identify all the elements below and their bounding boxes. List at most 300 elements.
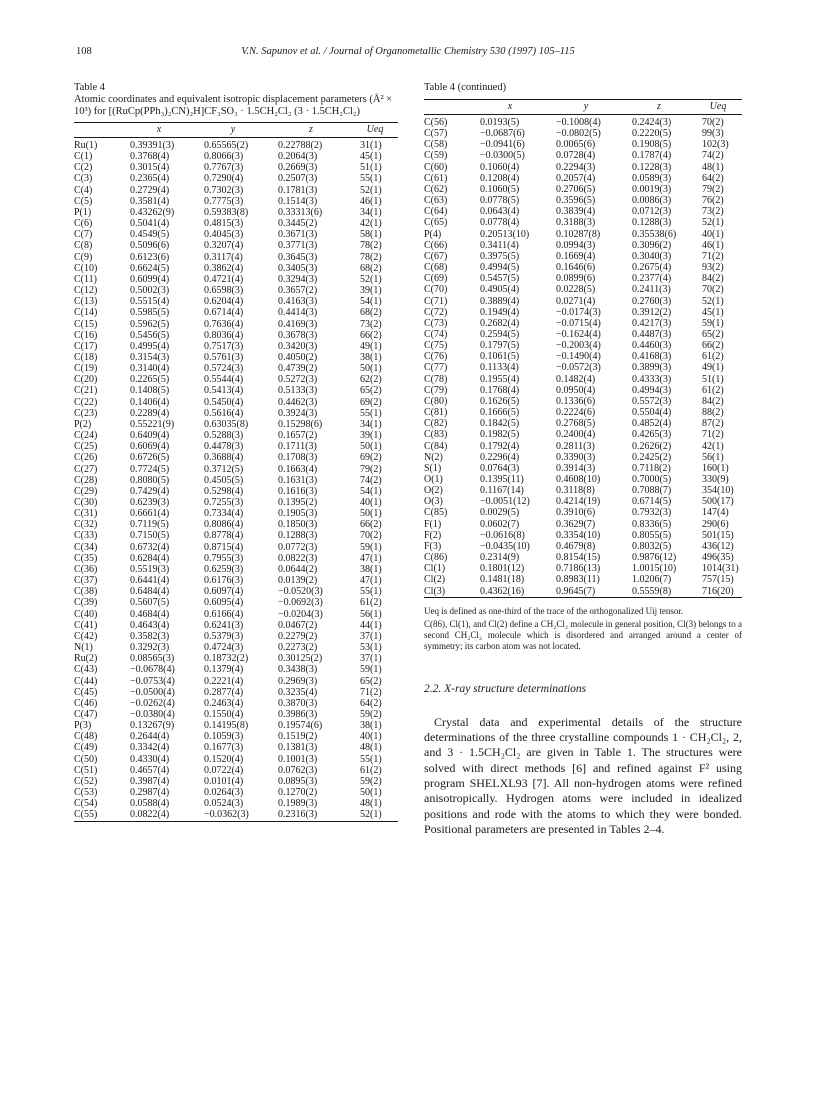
table-row: [74, 240, 398, 251]
z-value: 0.4994(3): [632, 384, 672, 396]
ueq-value: 73(2): [360, 318, 382, 330]
x-value: 0.08565(3): [130, 653, 175, 665]
x-value: 0.3987(4): [130, 775, 170, 787]
y-value: 0.7334(4): [204, 508, 244, 520]
z-value: 0.4333(3): [632, 373, 672, 385]
table-row: [74, 441, 398, 452]
page-header: [0, 46, 816, 60]
atom-label: C(77): [424, 362, 448, 374]
table-row: [424, 351, 742, 362]
atom-label: C(75): [424, 340, 448, 352]
atom-label: C(14): [74, 307, 98, 319]
z-value: 0.1270(2): [278, 787, 318, 799]
atom-label: C(84): [424, 440, 448, 452]
y-value: −0.2003(4): [556, 340, 601, 352]
atom-label: C(17): [74, 340, 98, 352]
z-value: 0.3671(3): [278, 229, 318, 241]
y-value: −0.0174(3): [556, 306, 601, 318]
atom-label: C(44): [74, 675, 98, 687]
atom-label: C(39): [74, 597, 98, 609]
y-value: 0.5288(3): [204, 430, 244, 442]
z-value: 0.3096(2): [632, 239, 672, 251]
z-value: 0.7088(7): [632, 485, 672, 497]
z-value: 0.1381(3): [278, 742, 318, 754]
table-row: [74, 508, 398, 519]
atom-label: C(51): [74, 764, 98, 776]
x-value: 0.0764(3): [480, 462, 520, 474]
x-value: 0.0602(7): [480, 518, 520, 530]
z-value: 0.3657(2): [278, 285, 318, 297]
table-row: [74, 252, 398, 263]
x-value: 0.3154(3): [130, 351, 170, 363]
x-value: 0.5962(5): [130, 318, 170, 330]
y-value: 0.59383(8): [204, 206, 249, 218]
table-row: [74, 486, 398, 497]
atom-label: C(21): [74, 385, 98, 397]
page-number: 108: [76, 46, 92, 57]
ueq-value: 59(2): [360, 775, 382, 787]
x-value: 0.7119(5): [130, 519, 169, 531]
y-value: 0.0950(4): [556, 384, 596, 396]
atom-label: C(86): [424, 552, 448, 564]
ueq-value: 50(1): [360, 441, 382, 453]
z-value: 0.0772(3): [278, 541, 318, 553]
table-row: [74, 653, 398, 664]
column-header: x: [156, 124, 162, 135]
z-value: 0.3899(3): [632, 362, 672, 374]
z-value: 0.1001(3): [278, 753, 318, 765]
atom-label: C(26): [74, 452, 98, 464]
y-value: −0.1490(4): [556, 351, 601, 363]
x-value: 0.1060(4): [480, 161, 520, 173]
ueq-value: 59(1): [360, 541, 382, 553]
ueq-value: 66(2): [360, 519, 382, 531]
atom-label: O(1): [424, 474, 443, 485]
x-value: 0.1626(5): [480, 395, 520, 407]
y-value: 0.3117(4): [204, 251, 243, 263]
table-row: [424, 541, 742, 552]
table-row: [424, 128, 742, 139]
atom-label: C(56): [424, 117, 448, 128]
z-value: 0.7932(3): [632, 507, 672, 519]
column-header: [424, 100, 472, 115]
atom-label: C(31): [74, 508, 98, 520]
y-value: 0.2877(4): [204, 686, 244, 698]
atom-label: Ru(2): [74, 653, 98, 665]
y-value: 0.3354(10): [556, 529, 601, 541]
table-row: [424, 115, 742, 129]
ueq-value: 61(2): [360, 764, 382, 776]
x-value: 0.6069(4): [130, 441, 170, 453]
x-value: 0.0643(4): [480, 206, 520, 218]
atom-label: C(42): [74, 630, 98, 642]
x-value: −0.0941(6): [480, 139, 525, 151]
ueq-value: 62(2): [360, 374, 382, 386]
z-value: 0.2220(5): [632, 128, 672, 140]
running-title: V.N. Sapunov et al. / Journal of Organometallic Chemistry 530 (1997) 105–115: [241, 46, 575, 57]
y-value: 0.8154(15): [556, 552, 601, 564]
table-row: [424, 586, 742, 598]
x-value: 0.4905(4): [480, 284, 520, 296]
table-row: [424, 485, 742, 496]
x-value: 0.0778(4): [480, 217, 520, 229]
y-value: 0.6714(4): [204, 307, 244, 319]
atom-label: F(2): [424, 529, 442, 541]
x-value: 0.5002(3): [130, 285, 170, 297]
x-value: 0.7150(5): [130, 530, 170, 542]
x-value: 0.1666(5): [480, 407, 520, 419]
x-value: 0.1768(4): [480, 384, 520, 396]
x-value: 0.6409(4): [130, 430, 170, 442]
z-value: 0.30125(2): [278, 653, 323, 665]
ueq-value: 79(2): [702, 183, 724, 195]
z-value: 0.1908(5): [632, 139, 672, 151]
atom-label: P(2): [74, 418, 92, 430]
z-value: 0.2507(3): [278, 173, 318, 185]
x-value: 0.55221(9): [130, 418, 175, 430]
column-header: Ueq: [366, 124, 384, 135]
table-row: [424, 340, 742, 351]
table-row: [74, 597, 398, 608]
left-column: [74, 82, 398, 822]
column-header: y: [583, 101, 589, 112]
table-caption: [424, 82, 742, 94]
ueq-value: 716(20): [702, 585, 734, 597]
y-value: 0.2400(4): [556, 429, 596, 441]
y-value: 0.4045(3): [204, 229, 244, 241]
table-row: [74, 452, 398, 463]
y-value: 0.0722(4): [204, 764, 244, 776]
x-value: 0.2296(4): [480, 451, 520, 463]
table-row: [74, 586, 398, 597]
z-value: 0.3924(3): [278, 407, 318, 419]
z-value: 0.3870(3): [278, 697, 318, 709]
table-row: [424, 574, 742, 585]
table-description: Atomic coordinates and equivalent isotropic displacement parameters (Å² × 10³) for [(RuCp(PPh₃)₂CN)₂H]CF₃SO₃ · 1.5CH₂Cl₂ (3 · 1.5CH₂Cl₂): [74, 94, 393, 117]
x-value: 0.6441(4): [130, 575, 170, 587]
x-value: 0.8080(5): [130, 474, 170, 486]
table-row: [74, 162, 398, 173]
table-row: [74, 285, 398, 296]
z-value: 1.0206(7): [632, 574, 672, 586]
y-value: 0.7517(3): [204, 340, 244, 352]
y-value: 0.1482(4): [556, 373, 596, 385]
y-value: 0.5450(4): [204, 396, 244, 408]
y-value: 0.1646(6): [556, 262, 596, 274]
z-value: 0.3294(3): [278, 273, 318, 285]
ueq-value: 48(1): [360, 742, 382, 754]
atom-label: C(25): [74, 441, 98, 453]
y-value: 0.2224(6): [556, 407, 596, 419]
y-value: 0.8983(11): [556, 574, 600, 586]
x-value: 0.1982(5): [480, 429, 520, 441]
z-value: 0.4739(2): [278, 363, 318, 375]
atom-label: C(41): [74, 619, 98, 631]
table-row: [74, 207, 398, 218]
atom-label: C(38): [74, 586, 98, 598]
ueq-value: 290(6): [702, 518, 729, 530]
y-value: 0.2706(5): [556, 183, 596, 195]
atom-label: C(20): [74, 374, 98, 386]
ueq-value: 52(1): [360, 809, 382, 821]
table-row: [424, 329, 742, 340]
x-value: 0.5985(5): [130, 307, 170, 319]
z-value: 0.1514(3): [278, 195, 318, 207]
atom-label: C(50): [74, 753, 98, 765]
y-value: 0.9645(7): [556, 585, 596, 597]
z-value: 0.1711(3): [278, 441, 317, 453]
y-value: 0.7290(4): [204, 173, 244, 185]
y-value: 0.4679(8): [556, 540, 596, 552]
table-row: [424, 452, 742, 463]
y-value: 0.5616(4): [204, 407, 244, 419]
z-value: 0.2675(4): [632, 262, 672, 274]
atom-label: C(40): [74, 608, 98, 620]
x-value: 0.1792(4): [480, 440, 520, 452]
table-row: [424, 519, 742, 530]
atom-label: C(58): [424, 139, 448, 151]
z-value: 0.0467(2): [278, 619, 318, 631]
atom-label: C(28): [74, 474, 98, 486]
table-row: [74, 620, 398, 631]
atom-label: C(8): [74, 240, 93, 252]
x-value: 0.1406(4): [130, 396, 170, 408]
z-value: 0.2424(3): [632, 117, 672, 128]
atom-label: C(67): [424, 250, 448, 262]
right-column: [424, 82, 742, 837]
x-value: 0.39391(3): [130, 140, 175, 151]
z-value: −0.0692(3): [278, 597, 323, 609]
table-body: [424, 115, 742, 598]
z-value: 0.3405(3): [278, 262, 318, 274]
y-value: 0.6204(4): [204, 296, 244, 308]
table-row: [74, 698, 398, 709]
ueq-value: 51(1): [702, 373, 724, 385]
atom-label: C(18): [74, 351, 98, 363]
z-value: 0.8336(5): [632, 518, 672, 530]
x-value: 0.2289(4): [130, 407, 170, 419]
ueq-value: 79(2): [360, 463, 382, 475]
x-value: 0.0193(5): [480, 117, 520, 128]
table-row: [424, 296, 742, 307]
atom-label: C(9): [74, 251, 93, 263]
z-value: 0.1228(3): [632, 161, 672, 173]
ueq-value: 71(2): [702, 250, 724, 262]
y-value: 0.3596(5): [556, 195, 596, 207]
ueq-value: 78(2): [360, 251, 382, 263]
ueq-value: 59(2): [360, 708, 382, 720]
ueq-value: 46(1): [360, 195, 382, 207]
table-row: [74, 542, 398, 553]
y-value: 0.5724(3): [204, 363, 244, 375]
z-value: 0.2279(2): [278, 630, 318, 642]
ueq-value: 39(1): [360, 285, 382, 297]
x-value: 0.5457(5): [480, 273, 520, 285]
z-value: 0.1787(4): [632, 150, 672, 162]
x-value: 0.4684(4): [130, 608, 170, 620]
y-value: 0.2768(5): [556, 418, 596, 430]
y-value: 0.2463(4): [204, 697, 244, 709]
table-row: [424, 240, 742, 251]
x-value: −0.0678(4): [130, 664, 175, 676]
ueq-value: 757(15): [702, 574, 734, 586]
table-row: [74, 609, 398, 620]
y-value: −0.1008(4): [556, 117, 601, 128]
ueq-value: 354(10): [702, 485, 734, 497]
table-row: [424, 217, 742, 228]
z-value: 0.5133(3): [278, 385, 318, 397]
y-value: 0.5544(4): [204, 374, 244, 386]
x-value: −0.0300(5): [480, 150, 525, 162]
table-row: [424, 307, 742, 318]
y-value: 0.3712(5): [204, 463, 244, 475]
z-value: 0.2669(3): [278, 162, 318, 174]
ueq-value: 160(1): [702, 462, 729, 474]
atom-label: C(85): [424, 507, 448, 519]
y-value: 0.3688(4): [204, 452, 244, 464]
ueq-value: 87(2): [702, 418, 724, 430]
x-value: 0.2365(4): [130, 173, 170, 185]
ueq-value: 68(2): [360, 262, 382, 274]
x-value: 0.5041(4): [130, 218, 170, 230]
atom-label: N(2): [424, 451, 443, 463]
atom-label: Cl(2): [424, 574, 446, 586]
table-row: [74, 776, 398, 787]
table-row: [74, 352, 398, 363]
atom-label: C(61): [424, 172, 448, 184]
footnote-solvent: C(86), Cl(1), and Cl(2) define a CH₂Cl₂ molecule in general position, Cl(3) belongs to a second CH₂Cl₂ molecule which is disordered and arranged around a center of symmetry; its carbon atom was not located.: [424, 618, 742, 651]
table-row: [424, 530, 742, 541]
z-value: 0.4414(3): [278, 307, 318, 319]
y-value: 0.3118(8): [556, 485, 595, 497]
atom-label: C(60): [424, 161, 448, 173]
x-value: 0.6484(4): [130, 586, 170, 598]
x-value: 0.1208(4): [480, 172, 520, 184]
x-value: 0.6661(4): [130, 508, 170, 520]
y-value: 0.6166(4): [204, 608, 244, 620]
x-value: 0.1949(4): [480, 306, 520, 318]
x-value: 0.2594(5): [480, 328, 520, 340]
x-value: 0.5519(3): [130, 563, 170, 575]
table-row: [74, 307, 398, 318]
table-row: [74, 787, 398, 798]
ueq-value: 50(1): [360, 363, 382, 375]
ueq-value: 71(2): [360, 686, 382, 698]
y-value: 0.1059(3): [204, 731, 244, 743]
x-value: 0.3342(4): [130, 742, 170, 754]
atom-label: C(27): [74, 463, 98, 475]
table-row: [74, 151, 398, 162]
x-value: 0.6624(5): [130, 262, 170, 274]
ueq-value: 47(1): [360, 575, 382, 587]
ueq-value: 48(1): [702, 161, 724, 173]
table-row: [424, 162, 742, 173]
ueq-value: 84(2): [702, 273, 724, 285]
z-value: 0.4163(3): [278, 296, 318, 308]
x-value: 0.1801(12): [480, 563, 525, 575]
y-value: 0.6241(3): [204, 619, 244, 631]
x-value: 0.4995(4): [130, 340, 170, 352]
table-row: [424, 251, 742, 262]
z-value: 0.1708(3): [278, 452, 318, 464]
y-value: 0.4724(3): [204, 642, 244, 654]
y-value: 0.0899(6): [556, 273, 596, 285]
table-row: [74, 263, 398, 274]
column-header: Ueq: [709, 101, 727, 112]
ueq-value: 49(1): [702, 362, 724, 374]
z-value: 0.3678(3): [278, 329, 318, 341]
table-row: [74, 408, 398, 419]
ueq-value: 59(1): [360, 664, 382, 676]
ueq-value: 61(2): [360, 597, 382, 609]
y-value: 0.65565(2): [204, 140, 249, 151]
atom-label: C(57): [424, 128, 448, 140]
z-value: 0.3235(4): [278, 686, 318, 698]
z-value: 1.0015(10): [632, 563, 677, 575]
table-caption: [74, 82, 398, 118]
ueq-value: 50(1): [360, 508, 382, 520]
table-row: [424, 229, 742, 240]
x-value: 0.5456(5): [130, 329, 170, 341]
y-value: 0.3207(4): [204, 240, 244, 252]
table-row: [424, 173, 742, 184]
table-footnotes: [424, 606, 742, 652]
x-value: 0.6099(4): [130, 273, 170, 285]
atom-label: O(3): [424, 496, 443, 508]
y-value: 0.0271(4): [556, 295, 596, 307]
table-row: [74, 754, 398, 765]
ueq-value: 58(1): [360, 229, 382, 241]
z-value: 0.5572(3): [632, 395, 672, 407]
ueq-value: 52(1): [702, 217, 724, 229]
y-value: 0.3390(3): [556, 451, 596, 463]
atom-label: C(46): [74, 697, 98, 709]
atom-label: C(64): [424, 206, 448, 218]
z-value: 0.4487(3): [632, 328, 672, 340]
ueq-value: 53(1): [360, 642, 382, 654]
x-value: 0.3975(5): [480, 250, 520, 262]
table-row: [424, 284, 742, 295]
z-value: 0.4852(4): [632, 418, 672, 430]
table-row: [424, 184, 742, 195]
y-value: 0.0264(3): [204, 787, 244, 799]
ueq-value: 37(1): [360, 630, 382, 642]
ueq-value: 74(2): [360, 474, 382, 486]
y-value: 0.3914(3): [556, 462, 596, 474]
table-row: [424, 563, 742, 574]
z-value: 0.5272(3): [278, 374, 318, 386]
x-value: 0.1167(14): [480, 485, 524, 497]
y-value: 0.2221(4): [204, 675, 244, 687]
z-value: 0.4462(3): [278, 396, 318, 408]
table-row: [74, 497, 398, 508]
z-value: 0.4217(3): [632, 317, 672, 329]
atom-label: C(13): [74, 296, 98, 308]
table-row: [424, 463, 742, 474]
y-value: 0.6095(4): [204, 597, 244, 609]
y-value: 0.0065(6): [556, 139, 596, 151]
column-header: x: [507, 101, 513, 112]
table-row: [424, 374, 742, 385]
atom-label: P(3): [74, 720, 92, 732]
x-value: 0.6239(3): [130, 497, 170, 508]
z-value: −0.0520(3): [278, 586, 323, 598]
y-value: 0.0228(5): [556, 284, 596, 296]
atom-label: C(33): [74, 530, 98, 542]
ueq-value: 1014(31): [702, 563, 739, 575]
x-value: 0.6732(4): [130, 541, 170, 553]
y-value: 0.14195(8): [204, 720, 249, 732]
